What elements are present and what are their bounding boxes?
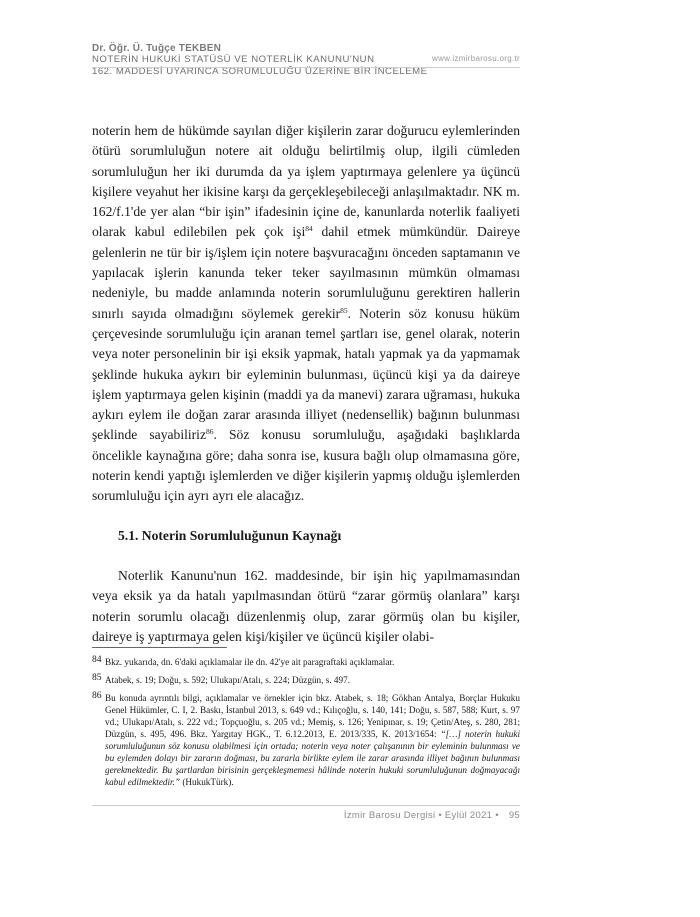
header-url: www.izmirbarosu.org.tr — [432, 54, 520, 63]
header-title-line-1: NOTERİN HUKUKİ STATÜSÜ VE NOTERLİK KANUNU'NUN — [92, 54, 375, 65]
footer-journal: İzmir Barosu Dergisi • Eylül 2021 • — [343, 810, 499, 821]
body-paragraph-2: Noterlik Kanunu'nun 162. maddesinde, bir işin hiç yapılmamasından veya eksik ya da hatalı yapılmasından ötürü “zarar görmüş olanlara” karşı noterin sorumlu olacağı düzenlenmiş olup, zarar görmüş olan bu kişiler, daireye iş yaptırmaya gelen kişi/kişiler ve üçüncü kişiler olabi- — [92, 567, 520, 644]
paragraph-text: noterin hem de hükümde sayılan diğer kişilerin zarar doğurucu eylemlerinden ötürü sorumluluğun notere ait olduğu belirtilmiş olup, ilgili cümleden sorumluluğun her iki durumda da ya işlem yaptırmaya gelenlere ya üçüncü kişilere veyahut her ikisine karşı da gerçekleşebileceği anlaşılmaktadır. NK m. 162/f.1'de yer alan “bir işin” ifadesinin içine de, kanunlarda noterlik faaliyeti olarak kabul edilebilen pek çok işi — [92, 123, 520, 240]
footnote-number: 86 — [92, 690, 102, 701]
page-number: 95 — [508, 810, 520, 821]
body-paragraph-1 — [92, 121, 520, 507]
footnote-ref-86[interactable]: 86 — [206, 427, 214, 437]
header-author: Dr. Öğr. Ü. Tuğçe TEKBEN — [92, 43, 222, 54]
paragraph-text: dahil etmek mümkündür. Daireye gelenlerin ne tür bir iş/işlem için notere başvuracağını önceden saptamanın ve yapılacak işlerin kanunda teker teker sayılmasının mümkün olmaması nedeniyle, bu madde anlamında noterin sorumluluğunu gerektiren hallerin sınırlı sayıda olmadığını söylemek gerekir — [92, 224, 520, 321]
footnote-ref-84[interactable]: 84 — [305, 224, 313, 234]
footnote-source: (HukukTürk). — [180, 777, 234, 787]
section-heading: 5.1. Noterin Sorumluluğunun Kaynağı — [118, 527, 342, 543]
footnote-84 — [92, 656, 520, 668]
footnotes — [92, 656, 520, 794]
footer-divider — [92, 805, 520, 806]
header-divider — [92, 67, 520, 68]
footnote-text: Bkz. yukarıda, dn. 6'daki açıklamalar ile dn. 42'ye ait paragraftaki açıklamalar. — [105, 657, 395, 667]
article-body — [92, 121, 520, 647]
running-footer — [344, 810, 520, 821]
footnote-ref-85[interactable]: 85 — [340, 305, 348, 315]
footnote-number: 84 — [92, 654, 102, 665]
footnote-85 — [92, 674, 520, 686]
header-title-line-2: 162. MADDESİ UYARINCA SORUMLULUĞU ÜZERİNE BİR İNCELEME — [92, 66, 428, 77]
footnote-number: 85 — [92, 672, 102, 683]
paragraph-text: . Söz konusu sorumluluğu, aşağıdaki başlıklarda öncelikle kaynağına göre; daha sonra ise, kusura bağlı olup olmamasına göre, noterin kendi yaptığı işlemlerden ve diğer kişilerin yapmış olduğu işlemlerden sorumluluğu için ayrı ayrı ele alacağız. — [92, 427, 520, 504]
footnote-quote: “[…] noterin hukuki sorumluluğunun söz konusu olabilmesi için ortada; noterin veya noter çalışanının bir eyleminin bulunması ve bu eylemden dolayı bir zararın doğması, bu zararla birlikte eylem ile zarar arasında illiyet bağının bulunması gerekmektedir. Bu şartlardan birisinin gerçekleşmemesi hâlinde noterin hukuki sorumluluğunun doğmayacağı kabul edilmektedir.” — [105, 729, 520, 787]
footnote-text: Bu konuda ayrıntılı bilgi, açıklamalar ve örnekler için bkz. Atabek, s. 18; Gökhan Antalya, Borçlar Hukuku Genel Hükümler, C. I, 2. Baskı, İstanbul 2013, s. 649 vd.; Kılıçoğlu, s. 140, 141; Doğu, s. 587, 588; Kurt, s. 97 vd.; Ulukapı/Atalı, s. 222 vd.; Topçuoğlu, s. 205 vd.; Memiş, s. 126; Yenipınar, s. 19; Çetin/Ateş, s. 280, 281; Düzgün, s. 495, 496. Bkz. Yargıtay HGK., T. 6.12.2013, E. 2013/335, K. 2013/1654: — [105, 693, 520, 739]
footnote-86 — [92, 692, 520, 788]
footnote-text: Atabek, s. 19; Doğu, s. 592; Ulukapı/Atalı, s. 224; Düzgün, s. 497. — [105, 675, 350, 685]
footnote-divider — [92, 647, 227, 648]
paragraph-text: . Noterin söz konusu hüküm çerçevesinde sorumluluğu için aranan temel şartları ise, genel olarak, noterin veya noter personelinin bir işi eksik yapmak, hatalı yapmak ya da yapmamak şeklinde hukuka aykırı bir eyleminin bulunması, üçüncü kişi ya da daireye işlem yaptırmaya gelen kişinin (maddi ya da manevi) zarara uğraması, hukuka aykırı eylem ile doğan zarar arasında illiyet (nedensellik) bağının bulunması şeklinde sayabiliriz — [92, 305, 520, 443]
